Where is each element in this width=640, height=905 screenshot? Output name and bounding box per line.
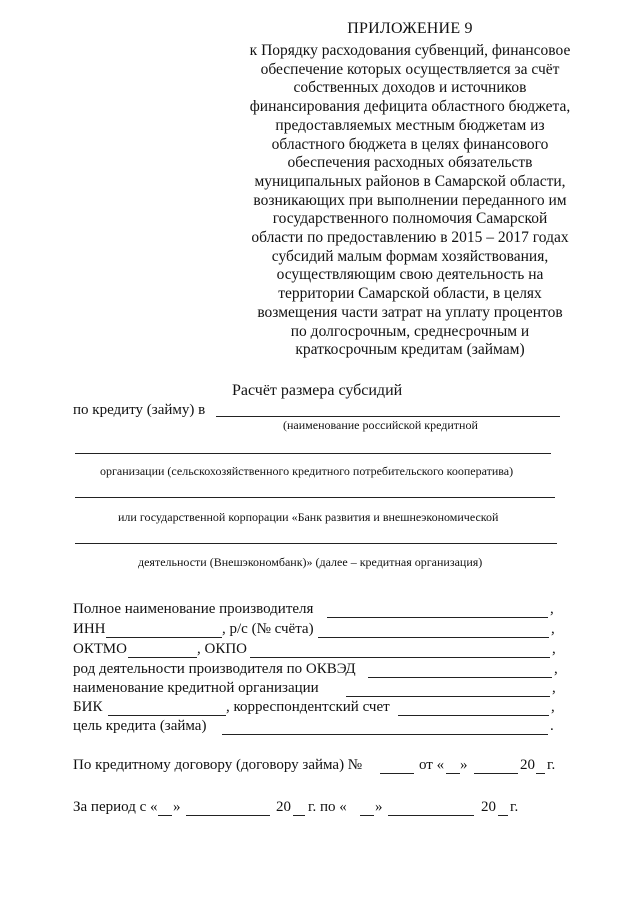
- calculation-title: Расчёт размера субсидий: [232, 382, 403, 399]
- credit-label: по кредиту (займу) в: [73, 402, 206, 418]
- credit-org-field[interactable]: [216, 416, 560, 417]
- contract-label: По кредитному договору (договору займа) №: [73, 757, 363, 773]
- bank-name-field[interactable]: [346, 696, 550, 697]
- comma: ,: [552, 641, 556, 657]
- purpose-label: цель кредита (займа): [73, 718, 207, 734]
- credit-org-field-2[interactable]: [75, 453, 551, 454]
- appendix-line: обеспечение которых осуществляется за счёт: [260, 60, 560, 78]
- corr-account-field[interactable]: [398, 715, 549, 716]
- appendix-line: возникающих при выполнении переданного им: [253, 191, 567, 209]
- period-year-prefix: 20: [276, 799, 291, 815]
- period-year2-prefix: 20: [481, 799, 496, 815]
- period-quote-close: »: [173, 799, 181, 815]
- comma: ,: [552, 680, 556, 696]
- appendix-line: предоставляемых местным бюджетам из: [275, 116, 545, 134]
- contract-month-field[interactable]: [474, 773, 518, 774]
- credit-org-field-4[interactable]: [75, 543, 557, 544]
- appendix-title: ПРИЛОЖЕНИЕ 9: [347, 20, 473, 37]
- credit-caption-3: или государственной корпорации «Банк развития и внешнеэкономической: [118, 510, 499, 524]
- contract-from-label: от «: [419, 757, 445, 773]
- contract-year-suffix: г.: [547, 757, 556, 773]
- appendix-line: областного бюджета в целях финансового: [271, 135, 549, 153]
- period-start-month-field[interactable]: [186, 815, 270, 816]
- period-start-year-field[interactable]: [293, 815, 305, 816]
- appendix-line: осуществляющим свою деятельность на: [276, 266, 544, 284]
- corr-account-label: , корреспондентский счет: [226, 699, 390, 715]
- producer-name-label: Полное наименование производителя: [73, 601, 314, 617]
- okpo-label: , ОКПО: [197, 641, 248, 657]
- okved-field[interactable]: [368, 677, 552, 678]
- appendix-line: краткосрочным кредитам (займам): [295, 341, 525, 359]
- inn-label: ИНН: [73, 621, 106, 637]
- contract-year-prefix: 20: [520, 757, 535, 773]
- period-to-label: г. по «: [308, 799, 347, 815]
- okved-label: род деятельности производителя по ОКВЭД: [73, 661, 356, 677]
- appendix-line: к Порядку расходования субвенций, финансовое: [249, 42, 571, 59]
- account-label: , р/с (№ счёта): [222, 621, 314, 637]
- period-end-day-field[interactable]: [360, 815, 374, 816]
- credit-caption-4: деятельности (Внешэкономбанк)» (далее – кредитная организация): [138, 555, 483, 569]
- period-start-day-field[interactable]: [158, 815, 172, 816]
- bank-name-label: наименование кредитной организации: [73, 680, 319, 696]
- oktmo-field[interactable]: [128, 657, 197, 658]
- contract-number-field[interactable]: [380, 773, 414, 774]
- okpo-field[interactable]: [250, 657, 550, 658]
- credit-caption-1: (наименование российской кредитной: [283, 418, 478, 432]
- credit-caption-2: организации (сельскохозяйственного кредитного потребительского кооператива): [100, 464, 514, 478]
- comma: ,: [550, 601, 554, 617]
- bik-field[interactable]: [108, 715, 226, 716]
- comma: ,: [554, 661, 558, 677]
- appendix-line: обеспечения расходных обязательств: [287, 154, 533, 172]
- appendix-line: финансирования дефицита областного бюджета,: [249, 98, 571, 116]
- period-end-month-field[interactable]: [388, 815, 474, 816]
- appendix-line: области по предоставлению в 2015 – 2017 годах: [251, 229, 569, 247]
- account-field[interactable]: [318, 637, 549, 638]
- credit-org-field-3[interactable]: [75, 497, 555, 498]
- appendix-line: государственного полномочия Самарской: [272, 210, 548, 228]
- contract-year-field[interactable]: [536, 773, 545, 774]
- appendix-line: субсидий малым формам хозяйствования,: [271, 247, 549, 265]
- comma: ,: [551, 621, 555, 637]
- bik-label: БИК: [73, 699, 103, 715]
- purpose-field[interactable]: [222, 734, 548, 735]
- producer-name-field[interactable]: [327, 617, 548, 618]
- inn-field[interactable]: [106, 637, 222, 638]
- appendix-line: возмещения части затрат на уплату процентов: [257, 303, 563, 321]
- appendix-line: по долгосрочным, среднесрочным и: [290, 322, 530, 340]
- oktmo-label: ОКТМО: [73, 641, 127, 657]
- contract-quote-close: »: [460, 757, 468, 773]
- period-end-year-field[interactable]: [498, 815, 508, 816]
- period-year2-suffix: г.: [510, 799, 519, 815]
- comma: ,: [551, 699, 555, 715]
- contract-day-field[interactable]: [446, 773, 460, 774]
- appendix-line: территории Самарской области, в целях: [278, 285, 542, 303]
- period-quote-close: »: [375, 799, 383, 815]
- period-mark: .: [550, 718, 554, 734]
- period-label: За период с «: [73, 799, 158, 815]
- appendix-text: [240, 42, 580, 360]
- appendix-line: муниципальных районов в Самарской области,: [254, 172, 566, 190]
- appendix-line: собственных доходов и источников: [293, 79, 527, 97]
